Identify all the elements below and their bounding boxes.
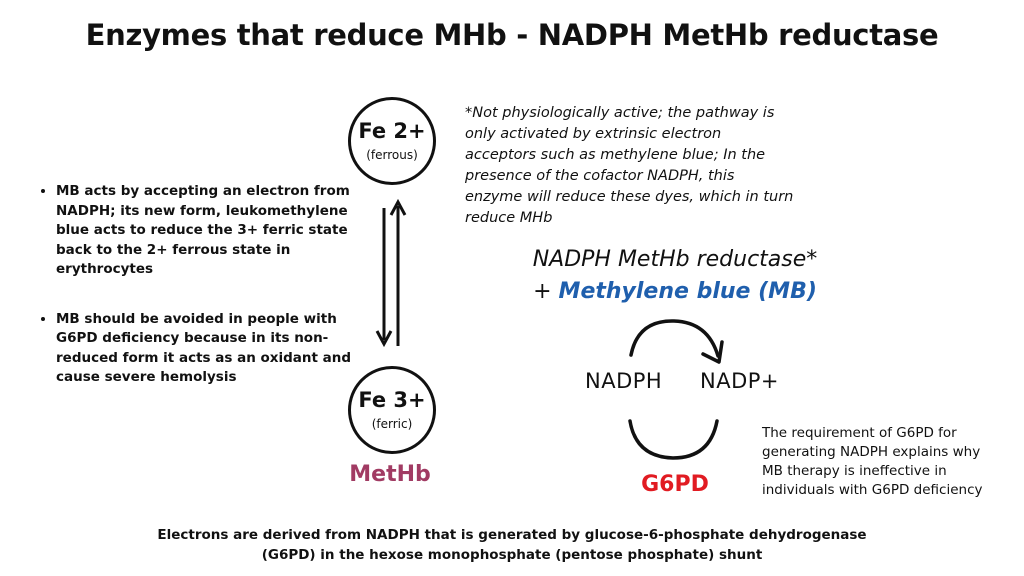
g6pd-label: G6PD — [641, 472, 709, 497]
nadph-label: NADPH — [585, 369, 663, 393]
footer-line-1: Electrons are derived from NADPH that is generated by glucose-6-phosphate dehydrogenase — [157, 527, 867, 543]
enzyme-name: NADPH MetHb reductase* — [532, 247, 818, 272]
methb-label: MetHb — [349, 462, 431, 487]
fe2-sublabel: (ferrous) — [366, 148, 418, 162]
up-arrow-icon — [391, 202, 405, 346]
footer-line-2: (G6PD) in the hexose monophosphate (pentose phosphate) shunt — [261, 547, 763, 563]
page-title: Enzymes that reduce MHb - NADPH MetHb reductase — [85, 18, 939, 52]
cycle-top-arc-icon — [631, 321, 722, 362]
fe3-sublabel: (ferric) — [371, 417, 413, 431]
requirement-text: The requirement of G6PD for generating NADPH explains why MB therapy is ineffective in individuals with G6PD deficiency — [762, 425, 983, 498]
plus-sign: + — [533, 279, 559, 304]
footnote-text: *Not physiologically active; the pathway is only activated by extrinsic electron acceptors such as methylene blue; In the presence of the cofactor NADPH, this enzyme will reduce these dyes, which in turn reduce MHb — [465, 105, 794, 226]
fe2-label: Fe 2+ — [358, 119, 426, 143]
fe3-label: Fe 3+ — [358, 388, 426, 412]
methylene-blue-label: Methylene blue (MB) — [558, 279, 817, 304]
bullet-item-mb-mechanism: • MB acts by accepting an electron from NADPH; its new form, leukomethylene blue acts to reduce the 3+ ferric state back to the 2+ ferrous state in erythrocytes — [56, 182, 366, 280]
nadp-plus-label: NADP+ — [700, 369, 780, 393]
cycle-bottom-arc-icon — [630, 421, 717, 458]
down-arrow-icon — [377, 208, 391, 344]
bullet-item-g6pd-warning: • MB should be avoided in people with G6PD deficiency because in its non-reduced form it acts as an oxidant and cause severe hemolysis — [56, 310, 366, 388]
